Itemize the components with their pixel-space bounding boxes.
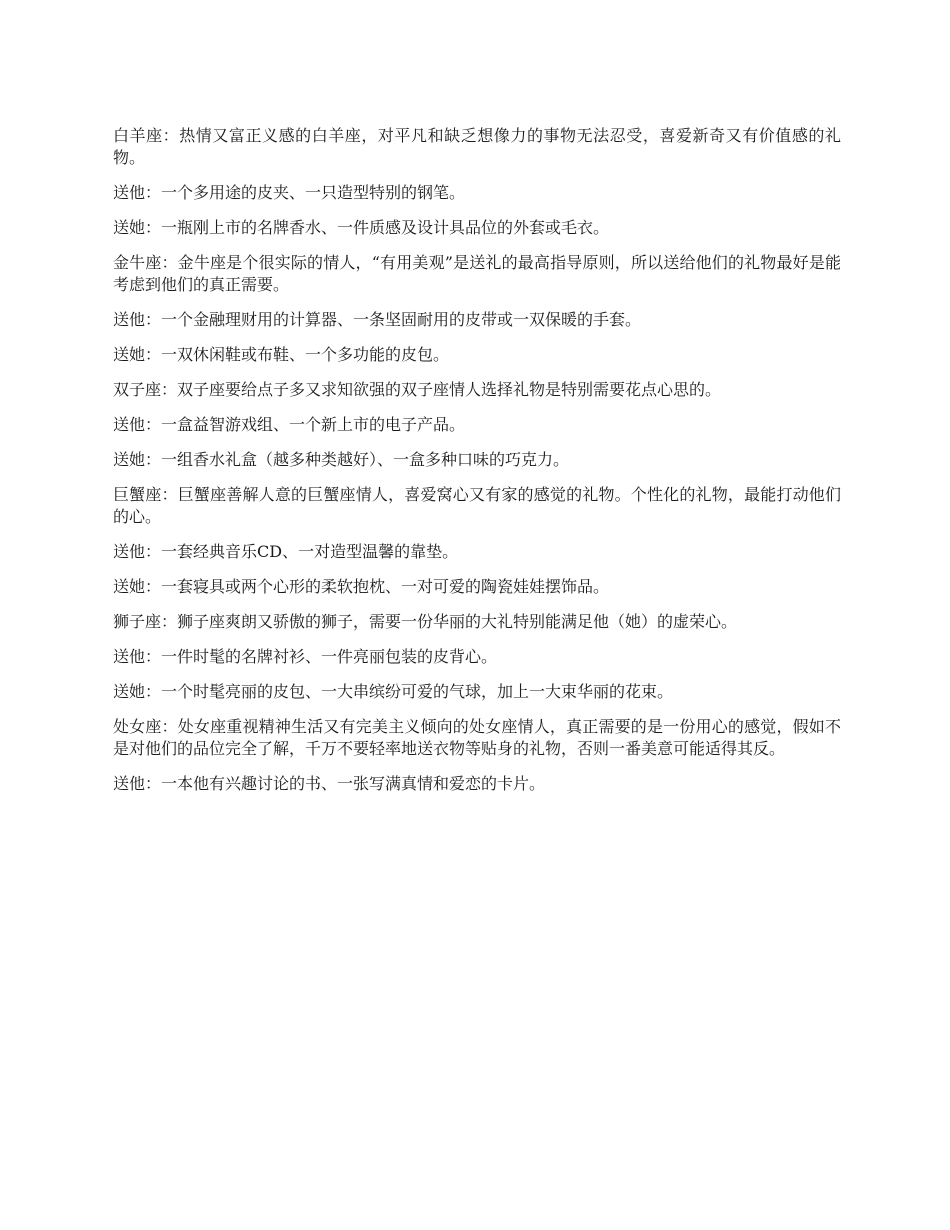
paragraph-aries: 白羊座：热情又富正义感的白羊座，对平凡和缺乏想像力的事物无法忍受，喜爱新奇又有价值感的礼物。 [113,126,841,167]
paragraph-cancer: 巨蟹座：巨蟹座善解人意的巨蟹座情人，喜爱窝心又有家的感觉的礼物。个性化的礼物，最能打动他们的心。 [113,485,841,526]
paragraph-gemini-gift-her: 送她：一组香水礼盒（越多种类越好）、一盒多种口味的巧克力。 [113,450,570,469]
paragraph-taurus: 金牛座：金牛座是个很实际的情人，“有用美观”是送礼的最高指导原则，所以送给他们的礼物最好是能考虑到他们的真正需要。 [113,253,841,294]
paragraph-taurus-gift-her: 送她：一双休闲鞋或布鞋、一个多功能的皮包。 [113,345,450,364]
document-body [113,125,841,808]
paragraph-cancer-gift-him: 送他：一套经典音乐CD、一对造型温馨的靠垫。 [113,542,459,561]
paragraph-virgo: 处女座：处女座重视精神生活又有完美主义倾向的处女座情人，真正需要的是一份用心的感觉，假如不是对他们的品位完全了解，千万不要轻率地送衣物等贴身的礼物，否则一番美意可能适得其反。 [113,717,841,758]
paragraph-aries-gift-her: 送她：一瓶刚上市的名牌香水、一件质感及设计具品位的外套或毛衣。 [113,218,610,237]
paragraph-leo-gift-her: 送她：一个时髦亮丽的皮包、一大串缤纷可爱的气球，加上一大束华丽的花束。 [113,682,674,701]
paragraph-cancer-gift-her: 送她：一套寝具或两个心形的柔软抱枕、一对可爱的陶瓷娃娃摆饰品。 [113,577,610,596]
paragraph-leo: 狮子座：狮子座爽朗又骄傲的狮子，需要一份华丽的大礼特别能满足他（她）的虚荣心。 [113,612,738,631]
paragraph-leo-gift-him: 送他：一件时髦的名牌衬衫、一件亮丽包装的皮背心。 [113,647,498,666]
paragraph-aries-gift-him: 送他：一个多用途的皮夹、一只造型特别的钢笔。 [113,183,466,202]
paragraph-virgo-gift-him: 送他：一本他有兴趣讨论的书、一张写满真情和爱恋的卡片。 [113,774,546,793]
paragraph-taurus-gift-him: 送他：一个金融理财用的计算器、一条坚固耐用的皮带或一双保暖的手套。 [113,310,642,329]
paragraph-gemini: 双子座：双子座要给点子多又求知欲强的双子座情人选择礼物是特别需要花点心思的。 [113,380,722,399]
paragraph-gemini-gift-him: 送他：一盒益智游戏组、一个新上市的电子产品。 [113,415,466,434]
